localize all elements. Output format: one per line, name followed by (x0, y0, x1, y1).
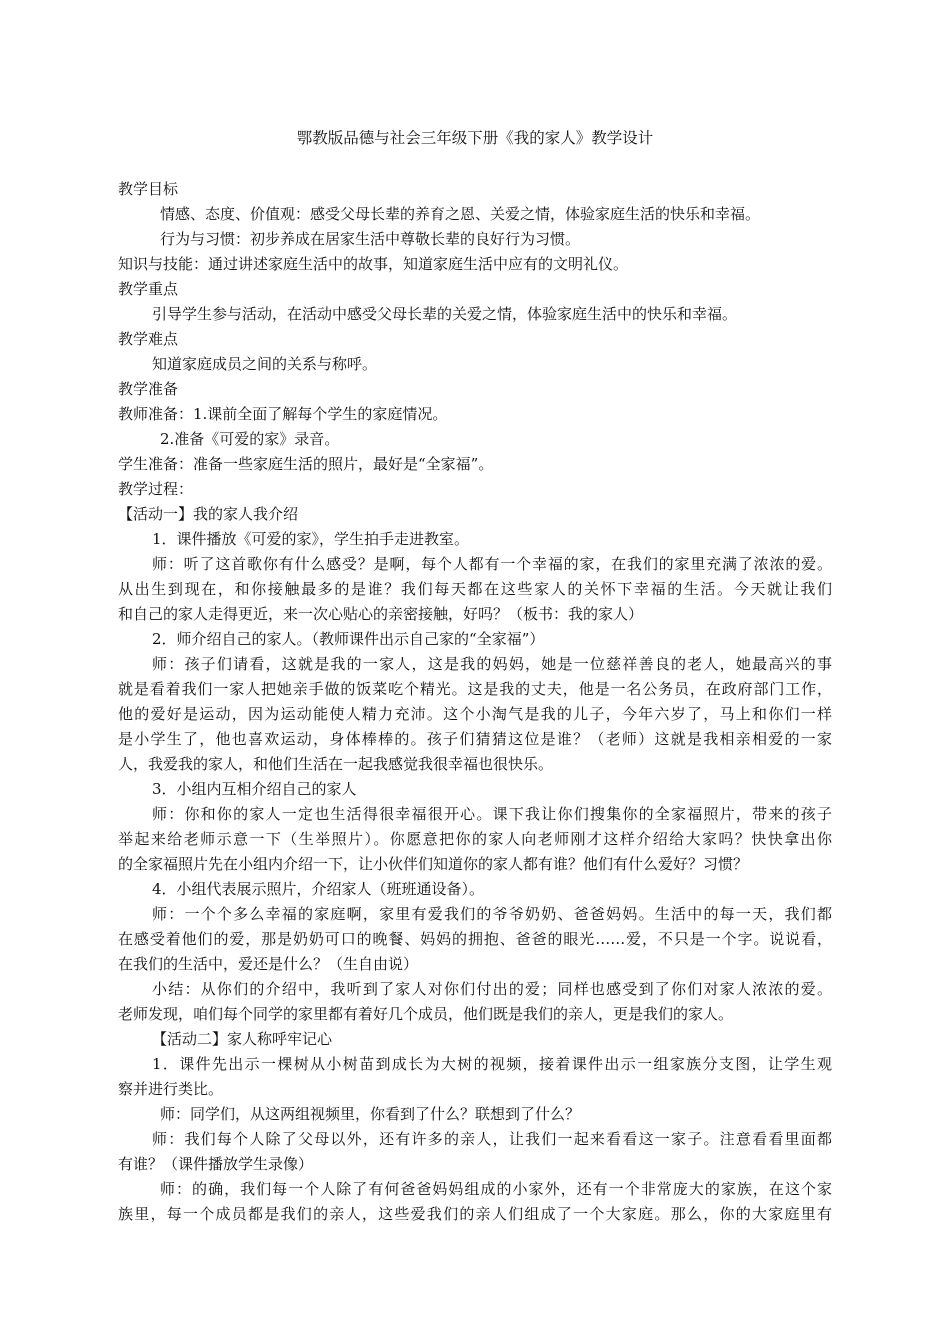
heading-teaching-goals: 教学目标 (118, 180, 179, 198)
goal-line: 行为与习惯：初步养成在居家生活中尊敬长辈的良好行为习惯。 (160, 230, 581, 248)
paragraph-line: 师：我们每个人除了父母以外，还有许多的亲人，让我们一起来看看这一家子。注意看看里面都 (152, 1130, 832, 1148)
paragraph-line: 师：你和你的家人一定也生活得很幸福很开心。课下我让你们搜集你的全家福照片，带来的孩子 (152, 805, 832, 823)
paragraph-line: 察并进行类比。 (118, 1080, 224, 1098)
heading-process: 教学过程： (118, 480, 194, 498)
paragraph-line: 他的爱好是运动，因为运动能使人精力充沛。这个小淘气是我的儿子，今年六岁了，马上和你们一样 (118, 705, 832, 723)
step-line: 1．课件先出示一棵树从小树苗到成长为大树的视频，接着课件出示一组家族分支图，让学生观 (152, 1055, 832, 1073)
document-title: 鄂教版品德与社会三年级下册《我的家人》教学设计 (296, 129, 654, 147)
step-line: 3．小组内互相介绍自己的家人 (152, 780, 357, 798)
paragraph-line: 师：的确，我们每一个人除了有何爸爸妈妈组成的小家外，还有一个非常庞大的家族，在这个家 (160, 1180, 832, 1198)
paragraph-line: 师：同学们，从这两组视频里，你看到了什么？联想到了什么？ (160, 1105, 581, 1123)
activity-heading: 【活动一】我的家人我介绍 (118, 505, 299, 523)
paragraph-line: 和自己的家人走得更近，来一次心贴心的亲密接触，好吗？（板书：我的家人） (118, 605, 644, 623)
paragraph-line: 师：孩子们请看，这就是我的一家人，这是我的妈妈，她是一位慈祥善良的老人，她最高兴的事 (152, 655, 832, 673)
paragraph-line: 就是看着我们一家人把她亲手做的饭菜吃个精光。这是我的丈夫，他是一名公务员，在政府部门工作， (118, 680, 832, 698)
paragraph-line: 学生准备：准备一些家庭生活的照片，最好是“全家福”。 (118, 455, 494, 473)
activity-heading: 【活动二】家人称呼牢记心 (152, 1030, 333, 1048)
goal-line: 知识与技能：通过讲述家庭生活中的故事，知道家庭生活中应有的文明礼仪。 (118, 255, 629, 273)
summary-line: 小结：从你们的介绍中，我听到了家人对你们付出的爱；同样也感受到了你们对家人浓浓的爱。 (152, 980, 832, 998)
paragraph-line: 在我们的生活中，爱还是什么？（生自由说） (118, 955, 419, 973)
paragraph-line: 知道家庭成员之间的关系与称呼。 (152, 355, 378, 373)
heading-key-points: 教学重点 (118, 280, 179, 298)
paragraph-line: 教师准备：1.课前全面了解每个学生的家庭情况。 (118, 405, 448, 423)
goal-line: 情感、态度、价值观：感受父母长辈的养育之恩、关爱之情，体验家庭生活的快乐和幸福。 (160, 205, 761, 223)
step-line: 4．小组代表展示照片，介绍家人（班班通设备）。 (152, 880, 485, 898)
heading-preparation: 教学准备 (118, 380, 179, 398)
paragraph-line: 的全家福照片先在小组内介绍一下，让小伙伴们知道你的家人都有谁？他们有什么爱好？习惯？ (118, 855, 749, 873)
paragraph-line: 族里，每一个成员都是我们的亲人，这些爱我们的亲人们组成了一个大家庭。那么，你的大家庭里有 (118, 1205, 832, 1223)
paragraph-line: 在感受着他们的爱，那是奶奶可口的晚餐、妈妈的拥抱、爸爸的眼光……爱，不只是一个字。说说看， (118, 930, 832, 948)
paragraph-line: 师：一个个多么幸福的家庭啊，家里有爱我们的爷爷奶奶、爸爸妈妈。生活中的每一天，我们都 (152, 905, 832, 923)
summary-line: 老师发现，咱们每个同学的家里都有着好几个成员，他们既是我们的亲人，更是我们的家人。 (118, 1005, 734, 1023)
paragraph-line: 有谁？（课件播放学生录像） (118, 1155, 314, 1173)
step-line: 2．师介绍自己的家人。（教师课件出示自己家的“全家福”） (152, 630, 545, 648)
paragraph-line: 2.准备《可爱的家》录音。 (160, 430, 340, 448)
step-line: 1．课件播放《可爱的家》，学生拍手走进教室。 (152, 530, 470, 548)
paragraph-line: 师：听了这首歌你有什么感受？是啊，每个人都有一个幸福的家，在我们的家里充满了浓浓的爱。 (152, 555, 832, 573)
paragraph-line: 举起来给老师示意一下（生举照片）。你愿意把你的家人向老师刚才这样介绍给大家吗？快快拿出你 (118, 830, 832, 848)
paragraph-line: 是小学生了，他也喜欢运动，身体棒棒的。孩子们猜猜这位是谁？（老师）这就是我相亲相爱的一家 (118, 730, 832, 748)
paragraph-line: 从出生到现在，和你接触最多的是谁？我们每天都在这些家人的关怀下幸福的生活。今天就让我们 (118, 580, 832, 598)
heading-difficulties: 教学难点 (118, 330, 179, 348)
paragraph-line: 人，我爱我的家人，和他们生活在一起我感觉我很幸福也很快乐。 (118, 755, 554, 773)
paragraph-line: 引导学生参与活动，在活动中感受父母长辈的关爱之情，体验家庭生活中的快乐和幸福。 (152, 305, 738, 323)
